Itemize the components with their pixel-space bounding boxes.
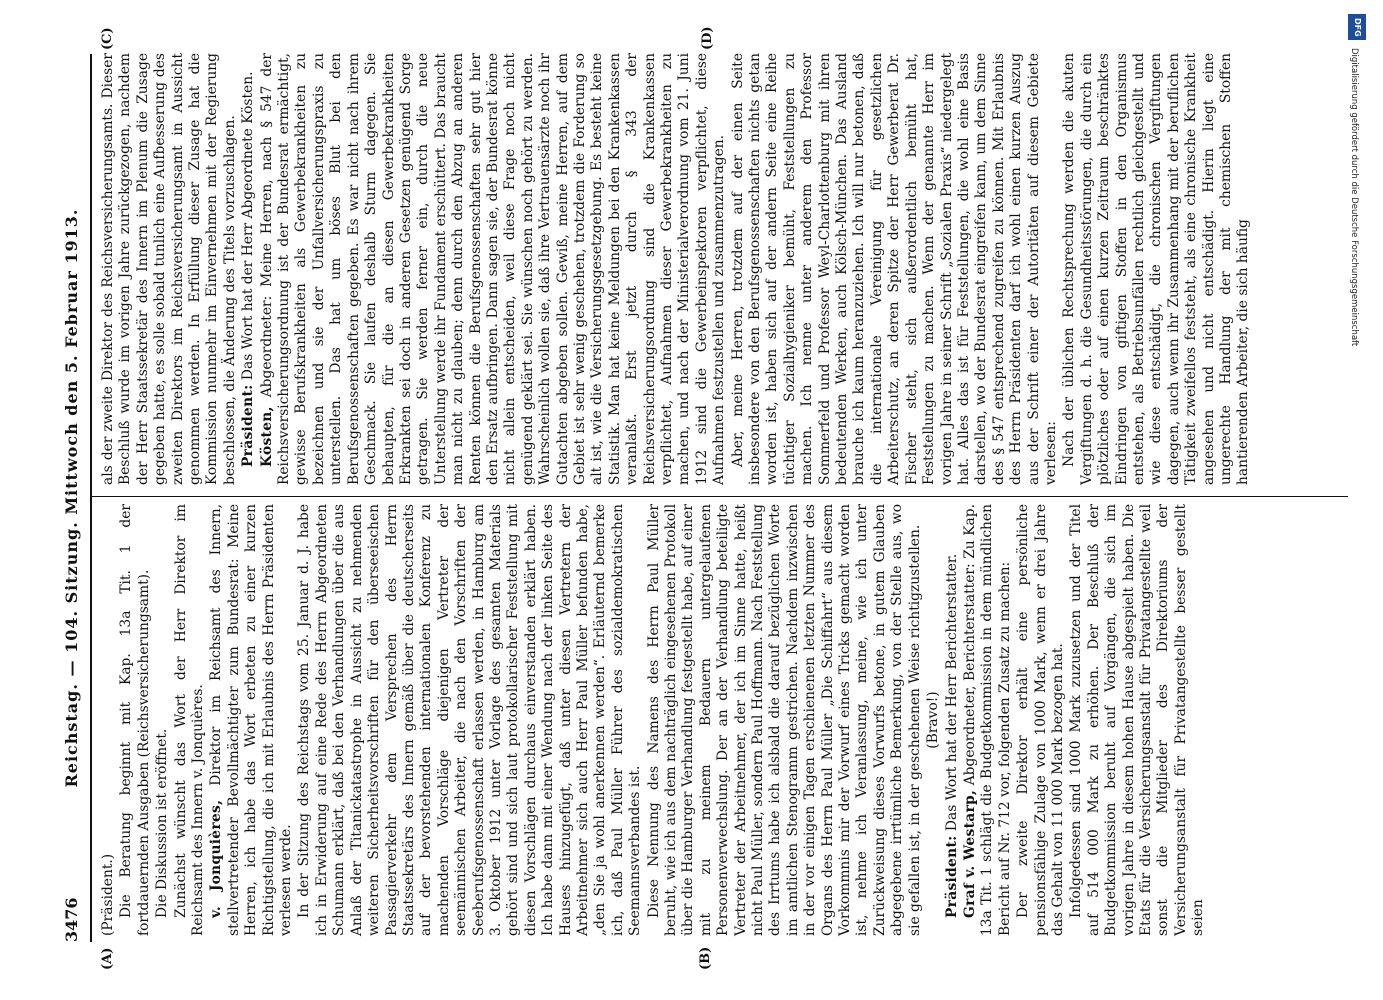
paragraph (296, 504, 644, 936)
speech-text: Abgeordneter: Meine Herren, nach § 547 der Reichsversicherungsordnung ist der Bundesrat ermächtigt, gewisse Berufskrankheiten als Gewerbekrankheiten zu bezeichnen und sie der Unfallversicherungspraxis zu unterstellen. Das hat um böses Blut bei den Berufsgenossenschaften gegeben. Es war nicht nach ihrem Geschmack. Sie laufen deshalb Sturm dagegen. Sie behaupten, für die an diesen Gewerbekrankheiten Erkrankten sei doch in anderen Gesetzen genügend Sorge getragen. Sie werden ferner ein, durch die neue Unterstellung werde ihr Fundament erschüttert. Das braucht man nicht zu glauben; denn durch den Abzug an anderen Renten können die Berufsgenossenschaften sehr gut hier den Ersatz aufbringen. Dann sagen sie, der Bundesrat könne nicht allein entscheiden, weil diese Frage noch nicht genügend geklärt sei. Sie wünschen noch gehört zu werden. Wahrscheinlich wollen sie, daß ihre Vertrauensärzte noch ihr Gutachten abgeben sollen. Gewiß, meine Herren, auf dem Gebiet ist sehr wenig geschehen, trotzdem die Forderung so alt ist, wie die Versicherungsgesetzgebung. Es besteht keine Statistik. Man hat keine Meldungen bei den Krankenkassen veranlaßt. Erst jetzt durch § 343 der Reichsversicherungsordnung sind die Krankenkassen verpflichtet, Aufnahmen dieser Gewerbekrankheiten zu machen, und nach der Ministerialverordnung vom 21. Juni 1912 sind die Gewerbeinspektoren verpflichtet, diese Aufnahmen festzustellen und zusammenzutragen. (258, 53, 728, 485)
body-text: In der Sitzung des Reichstags vom 25. Januar d. J. habe ich in Erwiderung auf eine Rede des Herrn Abgeordneten Schumann erklärt, daß bei den Verhandlungen über die aus Anlaß der Titanickatastrophe in Aussicht zu nehmenden weiteren Sicherheitsvorschriften für den überseeischen Passagierverkehr dem Versprechen des Herrn Staatssekretärs des Innern gemäß über die deutscherseits auf der bevorstehenden internationalen Konferenz zu machenden Vorschläge diejenigen Vertreter der seemännischen Arbeiter, die nach den Vorschriften der Seeberufsgenossenschaft erlassen werden, in Hamburg am 3. Oktober 1912 unter Vorlage des gesamten Materials gehört sind und sich laut protokollarischer Feststellung mit diesen Vorschlägen durchaus einverstanden erklärt haben. Ich habe dann mit einer Wendung nach der linken Seite des Hauses hinzugefügt, daß unter diesen Vertretern der Arbeitnehmer sich auch Herr Paul Müller befunden habe, „den Sie ja wohl anerkennen werden“. Erläuternd bemerke ich, daß Paul Müller Führer des sozialdemokratischen Seemannsverbandes ist. (296, 504, 644, 936)
body-text: als der zweite Direktor des Reichsversicherungsamts. Dieser Beschluß wurde im vorigen Jahre zurückgezogen, nachdem der Herr Staatssekretär des Innern im Plenum die Zusage gegeben hatte, es solle sobald tunlich eine Aufbesserung des zweiten Direktors im Reichsversicherungsamt in Aussicht genommen werden. In Erfüllung dieser Zusage hat die Kommission nunmehr im Einvernehmen mit der Regierung beschlossen, die Änderung des Titels vorzuschlagen. (100, 53, 238, 485)
paragraph (154, 504, 171, 936)
body-text: Die Beratung beginnt mit Kap. 13a Tit. 1 der fortdauernden Ausgaben (Reichsversicherungsamt). (118, 504, 152, 936)
paragraph (925, 504, 942, 936)
left-text-column (100, 504, 1209, 936)
speaker-name: v. Jonquières, (208, 799, 225, 918)
quoted-text: Der zweite Direktor erhält eine persönliche pensionsfähige Zulage von 1000 Mark, wenn er drei Jahre das Gehalt von 11 000 Mark bezogen hat. (1015, 504, 1066, 936)
paragraph (730, 53, 1061, 485)
dfg-logo: DFG (1348, 14, 1366, 40)
paragraph (100, 53, 239, 485)
paragraph (240, 53, 257, 485)
margin-marker-b: (B) (698, 946, 713, 970)
margin-marker-c: (C) (100, 27, 115, 50)
speaker-name: Präsident: (240, 384, 257, 467)
margin-marker-a: (A) (100, 947, 115, 970)
page-header (56, 54, 90, 942)
page-number: 3476 (62, 897, 81, 942)
paragraph (646, 504, 925, 936)
body-text: (Bravo!) (925, 691, 942, 749)
speech-text: Abgeordneter, Berichterstatter: Zu Kap. 13a Tit. 1 schlägt die Budgetkommission in dem mündlichen Bericht auf Nr. 712 vor, folgenden Zusatz zu machen: (961, 504, 1013, 936)
header-rule (90, 54, 92, 942)
speaker-name: Kösten, (258, 406, 275, 467)
paragraph (118, 504, 153, 936)
speaker-name: Graf v. Westarp, (961, 789, 978, 918)
speech-text: Direktor im Reichsamt des Innern, stellvertretender Bevollmächtigter zum Bundesrat: Meine Herren, ich habe das Wort erbeten zu einer kurzen Richtigstellung, die ich mit Erlaubnis des Herrn Präsidenten verlesen werde. (208, 503, 295, 936)
paragraph (208, 504, 295, 936)
body-text: Aber, meine Herren, trotzdem auf der einen Seite insbesondere von den Berufsgenossenschaften nichts getan worden ist, haben sich auf der andern Seite eine Reihe tüchtiger Sozialhygieniker bemüht, Feststellungen zu machen. Ich nenne unter anderem den Professor Sommerfeld und Professor Weyl-Charlottenburg mit ihren bedeutenden Werken, auch Kölsch-München. Das Ausland brauche ich kaum heranzuziehen. Ich will nur betonen, daß die internationale Vereinigung für gesetzlichen Arbeiterschutz, an deren Spitze der Herr Gewerberat Dr. Fischer steht, sich außerordentlich bemüht hat, Feststellungen zu machen. Wenn der genannte Herr im vorigen Jahre in seiner Schrift „Sozialen Praxis“ niedergelegt hat. Alles das ist für Feststellungen, die wohl eine Basis darstellen, wo der Bundesrat eingreifen kann, um dem Sinne des § 547 entsprechend zugreifen zu können. Mit Erlaubnis des Herrn Präsidenten darf ich wohl einen kurzen Auszug aus der Schrift einer der Autoritäten auf diesem Gebiete verlesen: (729, 53, 1059, 485)
paragraph (1061, 53, 1252, 485)
paragraph (944, 504, 961, 936)
margin-marker-d: (D) (700, 26, 715, 50)
paragraph (1015, 504, 1067, 936)
paragraph (1068, 504, 1207, 936)
right-text-column (100, 53, 1254, 485)
body-text: (Präsident.) (100, 853, 116, 936)
digitization-credit: Digitalisierung gefördert durch die Deutsche Forschungsgemeinschaft (1349, 48, 1359, 347)
paragraph (962, 504, 1014, 936)
speech-text: Das Wort hat der Herr Abgeordnete Kösten. (240, 71, 257, 385)
column-divider (92, 496, 1348, 497)
paragraph (259, 53, 729, 485)
paragraph (173, 504, 208, 936)
quoted-text: Nach der üblichen Rechtsprechung werden die akuten Vergiftungen d. h. die Gesundheitsstörungen, die durch ein plötzliches oder auf einen kurzen Zeitraum beschränktes Eindringen von giftigen Stoffen in den Organismus entstehen, als Betriebsunfällen rechtlich gleichgestellt und wie diese entschädigt, die chronischen Vergiftungen dagegen, auch wenn ihr Zusammenhang mit der beruflichen Tätigkeit zweifellos feststeht, als eine chronische Krankheit angesehen und nicht entschädigt. Hierin liegt eine ungerechte Handlung der mit chemischen Stoffen hantierenden Arbeiter, die sich häufig (1061, 53, 1252, 485)
body-text: Die Diskussion ist eröffnet. (154, 728, 171, 918)
digitization-sidebar (1345, 8, 1371, 988)
body-text: Infolgedessen sind 1000 Mark zuzusetzen und der Titel auf 514 000 Mark zu erhöhen. Der Beschluß der Budgetkommission beruht auf Vorgängen, die sich im vorigen Jahre in diesem hohen Hause abgespielt haben. Die Etats für die Versicherungsanstalt für Privatangestellte weil sonst die Mitglieder des Direktoriums der Versicherungsanstalt für Privatangestellte besser gestellt seien (1068, 504, 1207, 936)
paragraph (100, 504, 117, 936)
speaker-name: Präsident: (943, 835, 960, 918)
speech-text: Das Wort hat der Herr Berichterstatter. (943, 553, 960, 836)
body-text: Diese Nennung des Namens des Herrn Paul Müller beruht, wie ich aus dem nachträglich eingesehenen Protokoll über die Hamburger Verhandlung festgestellt habe, auf einer mit zu meinem Bedauern untergelaufenen Personenverwechslung. Der an der Verhandlung beteiligte Vertreter der Arbeitnehmer, der ich im Sinne hatte, heißt nicht Paul Müller, sondern Paul Hoffmann. Nach Feststellung des Irrtums habe ich alsbald die darauf bezüglichen Worte im amtlichen Stenogramm gestrichen. Nachdem inzwischen in der vor einigen Tagen erschienenen letzten Nummer des Organs des Herrn Paul Müller „Die Schiffahrt“ aus diesem Vorkommnis mir der Vorwurf eines Tricks gemacht worden ist, nehme ich Veranlassung, meine, wie ich unter Zurückweisung dieses Vorwurfs betone, in gutem Glauben abgegebene irrtümliche Bemerkung, von der Stelle aus, wo sie gefallen ist, in der geschehenen Weise richtigzustellen. (645, 504, 923, 936)
body-text: Zunächst wünscht das Wort der Herr Direktor im Reichsamt des Innern v. Jonquières. (172, 504, 207, 936)
page-title: Reichstag. — 104. Sitzung. Mittwoch den 5. Februar 1913. (62, 208, 81, 788)
